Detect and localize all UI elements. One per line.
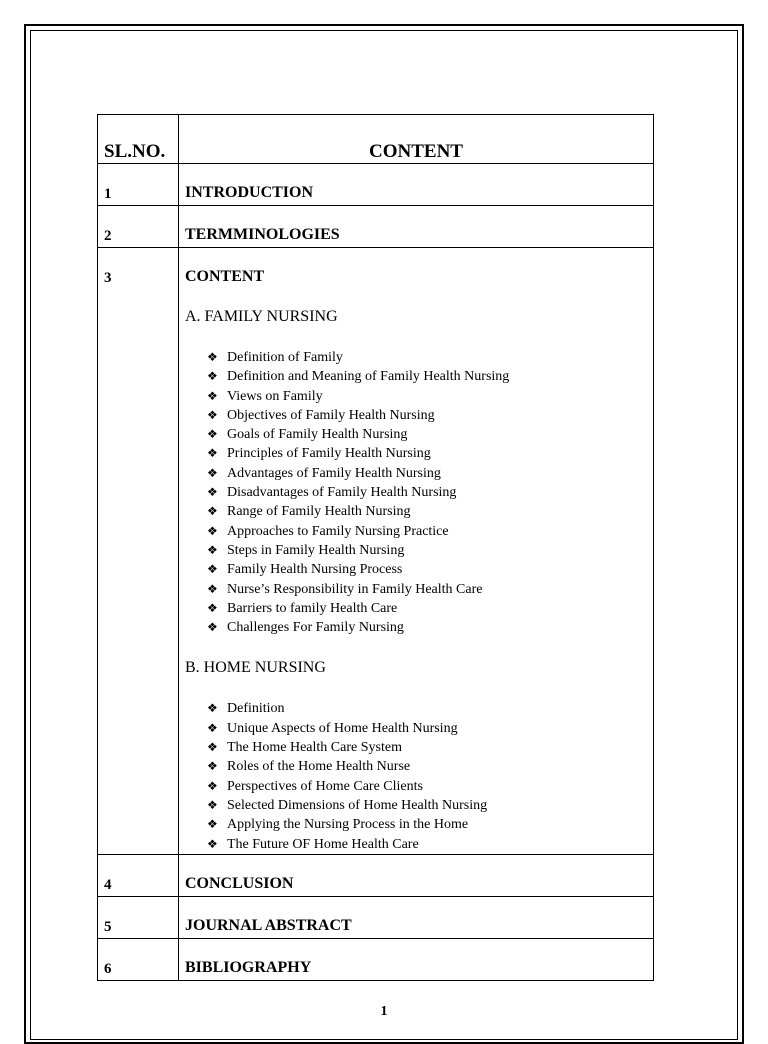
list-item-text: Approaches to Family Nursing Practice [227,523,449,539]
row-number: 6 [104,960,112,977]
list-item-text: Family Health Nursing Process [227,562,403,578]
list-item [207,719,653,738]
list-item-text: Range of Family Health Nursing [227,504,411,520]
bullet-diamond-icon: ❖ [207,836,218,851]
list-item-text: Barriers to family Health Care [227,600,398,616]
list-item-text: Disadvantages of Family Health Nursing [227,485,457,501]
bullet-diamond-icon: ❖ [207,369,218,384]
list-item-text: Steps in Family Health Nursing [227,542,405,558]
row-number: 4 [104,876,112,893]
bullet-diamond-icon: ❖ [207,817,218,832]
header-sl-no-cell [98,115,179,164]
row-number: 1 [104,186,112,202]
row-label-bibliography: BIBLIOGRAPHY [185,958,312,976]
bullet-diamond-icon: ❖ [207,504,218,519]
page-number: 1 [380,1004,388,1019]
bullet-diamond-icon: ❖ [207,797,218,812]
list-item-text: Applying the Nursing Process in the Home [227,817,469,833]
list-item [207,757,653,776]
table-row [98,896,654,938]
list-item [207,835,653,854]
bullet-diamond-icon: ❖ [207,581,218,596]
list-item-text: Selected Dimensions of Home Health Nursing [227,797,488,813]
table-row [98,206,654,248]
row-number: 2 [104,228,112,244]
bullet-diamond-icon: ❖ [207,542,218,557]
row-label-introduction: INTRODUCTION [185,184,314,201]
row-number: 3 [104,270,112,286]
table-row [98,164,654,206]
list-item [207,541,653,560]
list-item [207,777,653,796]
list-item [207,464,653,483]
table-row [98,938,654,980]
list-item [207,796,653,815]
bullet-diamond-icon: ❖ [207,600,218,615]
bullet-diamond-icon: ❖ [207,720,218,735]
list-item [207,483,653,502]
home-nursing-list [179,699,653,853]
section-title-family-nursing: A. FAMILY NURSING [185,308,338,325]
list-item-text: Perspectives of Home Care Clients [227,778,423,794]
header-sl-no: SL.NO. [104,141,166,162]
bullet-diamond-icon: ❖ [207,446,218,461]
row-label-content: CONTENT [185,268,265,285]
list-item-text: Challenges For Family Nursing [227,620,404,636]
header-content-cell [179,115,654,164]
list-item-text: Nurse’s Responsibility in Family Health Care [227,581,483,597]
list-item [207,560,653,579]
bullet-diamond-icon: ❖ [207,562,218,577]
family-nursing-list [179,348,653,637]
list-item-text: Definition [227,701,285,717]
bullet-diamond-icon: ❖ [207,465,218,480]
bullet-diamond-icon: ❖ [207,485,218,500]
list-item-text: Unique Aspects of Home Health Nursing [227,720,458,736]
bullet-diamond-icon: ❖ [207,407,218,422]
bullet-diamond-icon: ❖ [207,778,218,793]
bullet-diamond-icon: ❖ [207,523,218,538]
list-item-text: Objectives of Family Health Nursing [227,407,435,423]
bullet-diamond-icon: ❖ [207,388,218,403]
list-item [207,367,653,386]
row-number: 5 [104,918,112,935]
list-item [207,406,653,425]
table-row-content [98,248,654,855]
list-item [207,815,653,834]
list-item [207,387,653,406]
list-item [207,522,653,541]
list-item-text: Principles of Family Health Nursing [227,446,431,462]
row-label-conclusion: CONCLUSION [185,874,294,892]
list-item [207,425,653,444]
table-row [98,854,654,896]
list-item [207,348,653,367]
row-label-journal-abstract: JOURNAL ABSTRACT [185,916,352,934]
list-item-text: Advantages of Family Health Nursing [227,465,441,481]
bullet-diamond-icon: ❖ [207,350,218,364]
list-item [207,599,653,618]
bullet-diamond-icon: ❖ [207,759,218,774]
row-label-terminologies: TERMMINOLOGIES [185,226,340,243]
section-title-home-nursing: B. HOME NURSING [185,659,326,677]
list-item-text: Definition and Meaning of Family Health Nursing [227,369,510,385]
list-item-text: Roles of the Home Health Nurse [227,759,411,775]
header-content: CONTENT [369,141,463,162]
list-item-text: Goals of Family Health Nursing [227,427,408,443]
bullet-diamond-icon: ❖ [207,620,218,635]
table-header-row [98,115,654,164]
list-item-text: The Home Health Care System [227,740,402,756]
list-item [207,618,653,637]
list-item [207,580,653,599]
bullet-diamond-icon: ❖ [207,701,218,716]
list-item-text: Definition of Family [227,350,343,365]
bullet-diamond-icon: ❖ [207,740,218,755]
list-item [207,502,653,521]
bullet-diamond-icon: ❖ [207,427,218,442]
list-item [207,444,653,463]
list-item-text: The Future OF Home Health Care [227,836,419,852]
list-item [207,699,653,718]
list-item-text: Views on Family [227,388,323,404]
table-of-contents [97,114,654,981]
list-item [207,738,653,757]
